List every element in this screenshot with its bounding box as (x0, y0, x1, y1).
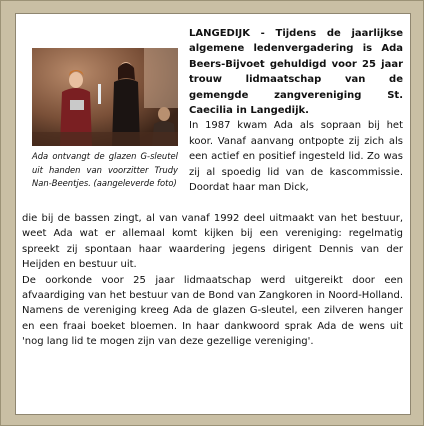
article-paragraph-1-start: In 1987 kwam Ada als sopraan bij het koor. Vanaf aanvang ontpopte zij zich als een actief en positief ingesteld lid. Zo was zij al spoedig lid van de kascommissie. Doordat haar man Dick, (189, 120, 403, 194)
article-paragraph-2: De oorkonde voor 25 jaar lidmaatschap werd uitgereikt door een afvaardiging van het bestuur van de Bond van Zangkoren in Noord-Holland. Namens de vereniging kreeg Ada de glazen G-sleutel, een zilveren hanger en een fraai boeket bloemen. In haar dankwoord sprak Ada de wens uit 'nog lang lid te mogen zijn van deze gezellige vereniging'. (22, 274, 403, 348)
article-photo (32, 48, 178, 146)
photo-illustration (32, 48, 178, 146)
article-full-width (22, 211, 403, 350)
article-intro: LANGEDIJK - Tijdens de jaarlijkse algemene ledenvergadering is Ada Beers-Bijvoet gehuldigd voor 25 jaar trouw lidmaatschap van de gemengde zangvereniging St. Caecilia in Langedijk. (189, 28, 403, 117)
article-paper (15, 13, 411, 415)
article-paragraph-1-rest: die bij de bassen zingt, al van vanaf 1992 deel uitmaakt van het bestuur, weet Ada wat er allemaal komt kijken bij een vereniging: regelmatig spreekt zij spontaan haar waardering jegens dirigent Dennis van der Heijden en bestuur uit. (22, 213, 403, 271)
photo-caption: Ada ontvangt de glazen G-sleutel uit handen van voorzitter Trudy Nan-Beentjes. (aangeleverde foto) (32, 151, 178, 189)
article-top-column (189, 26, 403, 195)
